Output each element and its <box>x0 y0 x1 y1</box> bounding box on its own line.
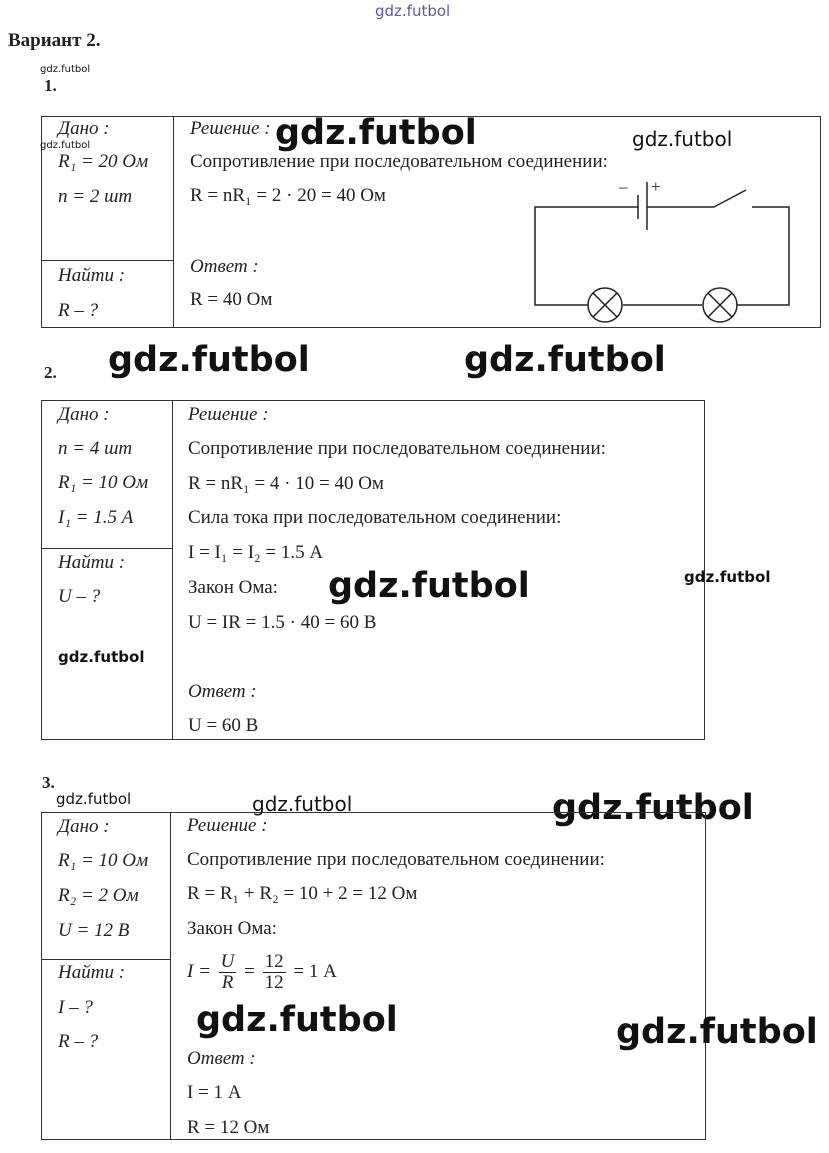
problem-2-answer-line: U = 60 В <box>188 715 259 736</box>
problem-1-given-divider <box>41 260 173 261</box>
switch-lever <box>714 190 746 207</box>
problem-2-solution-line: Сила тока при последовательном соединении: <box>188 507 562 528</box>
problem-3-find-line: I – ? <box>58 997 93 1018</box>
problem-1-answer-header: Ответ : <box>190 256 259 277</box>
watermark: gdz.futbol <box>328 566 530 606</box>
problem-3-solution-line: Закон Ома: <box>187 918 277 939</box>
circuit-wire-right <box>737 207 789 305</box>
problem-3-divider <box>170 812 171 1140</box>
problem-2-given-divider <box>41 548 172 549</box>
page-title: Вариант 2. <box>8 30 101 51</box>
problem-1-solution-line: Сопротивление при последовательном соединении: <box>190 151 608 172</box>
watermark: gdz.futbol <box>56 790 132 808</box>
problem-2-solution-line: Сопротивление при последовательном соединении: <box>188 438 606 459</box>
ohm-formula-result: = 1 А <box>293 960 337 982</box>
problem-2-solution-line: U = IR = 1.5 · 40 = 60 В <box>188 612 377 633</box>
watermark: gdz.futbol <box>684 568 771 586</box>
problem-1-given-line: R₁ = 20 Ом <box>58 151 149 172</box>
watermark: gdz.futbol <box>196 1000 398 1040</box>
circuit-wire-left <box>535 207 638 305</box>
problem-3-find-line: R – ? <box>58 1031 99 1052</box>
watermark: gdz.futbol <box>252 792 353 816</box>
problem-3-number: 3. <box>42 773 55 792</box>
battery-minus-sign: – <box>619 177 628 196</box>
watermark: gdz.futbol <box>58 648 145 666</box>
circuit-diagram <box>520 170 810 325</box>
problem-1-answer-line: R = 40 Ом <box>190 289 273 310</box>
problem-1-solution-line: R = nR₁ = 2 · 20 = 40 Ом <box>190 185 386 206</box>
problem-2-answer-header: Ответ : <box>188 681 257 702</box>
ohm-fraction-denominator: 12 <box>264 972 284 993</box>
problem-1-given-header: Дано : <box>58 118 110 139</box>
problem-3-given-divider <box>41 959 170 960</box>
problem-2-solution-line: Закон Ома: <box>188 577 278 598</box>
ohm-fraction-numeric <box>263 952 286 993</box>
watermark: gdz.futbol <box>40 140 91 151</box>
problem-2-solution-line: I = I₁ = I₂ = 1.5 А <box>188 542 324 563</box>
problem-1-find-header: Найти : <box>58 265 126 286</box>
watermark: gdz.futbol <box>552 788 754 828</box>
problem-3-answer-line: R = 12 Ом <box>187 1117 270 1138</box>
battery-plus-sign: + <box>651 177 661 196</box>
ohm-fraction-symbolic <box>219 952 237 993</box>
problem-2-given-line: I₁ = 1.5 А <box>58 507 134 528</box>
watermark: gdz.futbol <box>40 64 91 75</box>
watermark-top: gdz.futbol <box>375 2 451 20</box>
problem-2-find-line: U – ? <box>58 586 101 607</box>
problem-2-number: 2. <box>44 363 57 382</box>
ohm-fraction-numerator: U <box>220 951 235 972</box>
problem-1-solution-header: Решение : <box>190 118 271 139</box>
watermark: gdz.futbol <box>275 113 477 153</box>
ohm-fraction-denominator: R <box>221 972 234 993</box>
problem-1-given-line: n = 2 шт <box>58 186 133 207</box>
watermark: gdz.futbol <box>632 127 733 151</box>
lamp-1 <box>588 288 622 322</box>
problem-1-number: 1. <box>44 76 57 95</box>
problem-1-divider <box>173 116 174 328</box>
problem-2-divider <box>172 400 173 740</box>
problem-3-given-line: R₂ = 2 Ом <box>58 885 139 906</box>
problem-1-find-line: R – ? <box>58 300 99 321</box>
watermark: gdz.futbol <box>464 340 666 380</box>
ohm-fraction-numerator: 12 <box>264 951 284 972</box>
problem-3-answer-header: Ответ : <box>187 1048 256 1069</box>
problem-3-solution-line: R = R₁ + R₂ = 10 + 2 = 12 Ом <box>187 883 418 904</box>
ohm-formula-equals: = <box>244 960 255 982</box>
problem-3-given-line: U = 12 В <box>58 920 130 941</box>
problem-2-solution-header: Решение : <box>188 404 269 425</box>
ohm-formula-lhs: I = <box>187 960 211 982</box>
problem-2-given-header: Дано : <box>58 404 110 425</box>
problem-2-given-line: n = 4 шт <box>58 438 133 459</box>
watermark: gdz.futbol <box>108 340 310 380</box>
ohm-law-formula <box>187 952 337 993</box>
problem-2-solution-line: R = nR₁ = 4 · 10 = 40 Ом <box>188 473 384 494</box>
problem-3-given-header: Дано : <box>58 816 110 837</box>
problem-3-find-header: Найти : <box>58 962 126 983</box>
lamp-2 <box>703 288 737 322</box>
problem-2-given-line: R₁ = 10 Ом <box>58 472 149 493</box>
problem-3-answer-line: I = 1 А <box>187 1082 242 1103</box>
watermark: gdz.futbol <box>616 1012 818 1052</box>
problem-3-solution-header: Решение : <box>187 815 268 836</box>
problem-3-solution-line: Сопротивление при последовательном соединении: <box>187 849 605 870</box>
problem-3-given-line: R₁ = 10 Ом <box>58 850 149 871</box>
problem-2-find-header: Найти : <box>58 552 126 573</box>
